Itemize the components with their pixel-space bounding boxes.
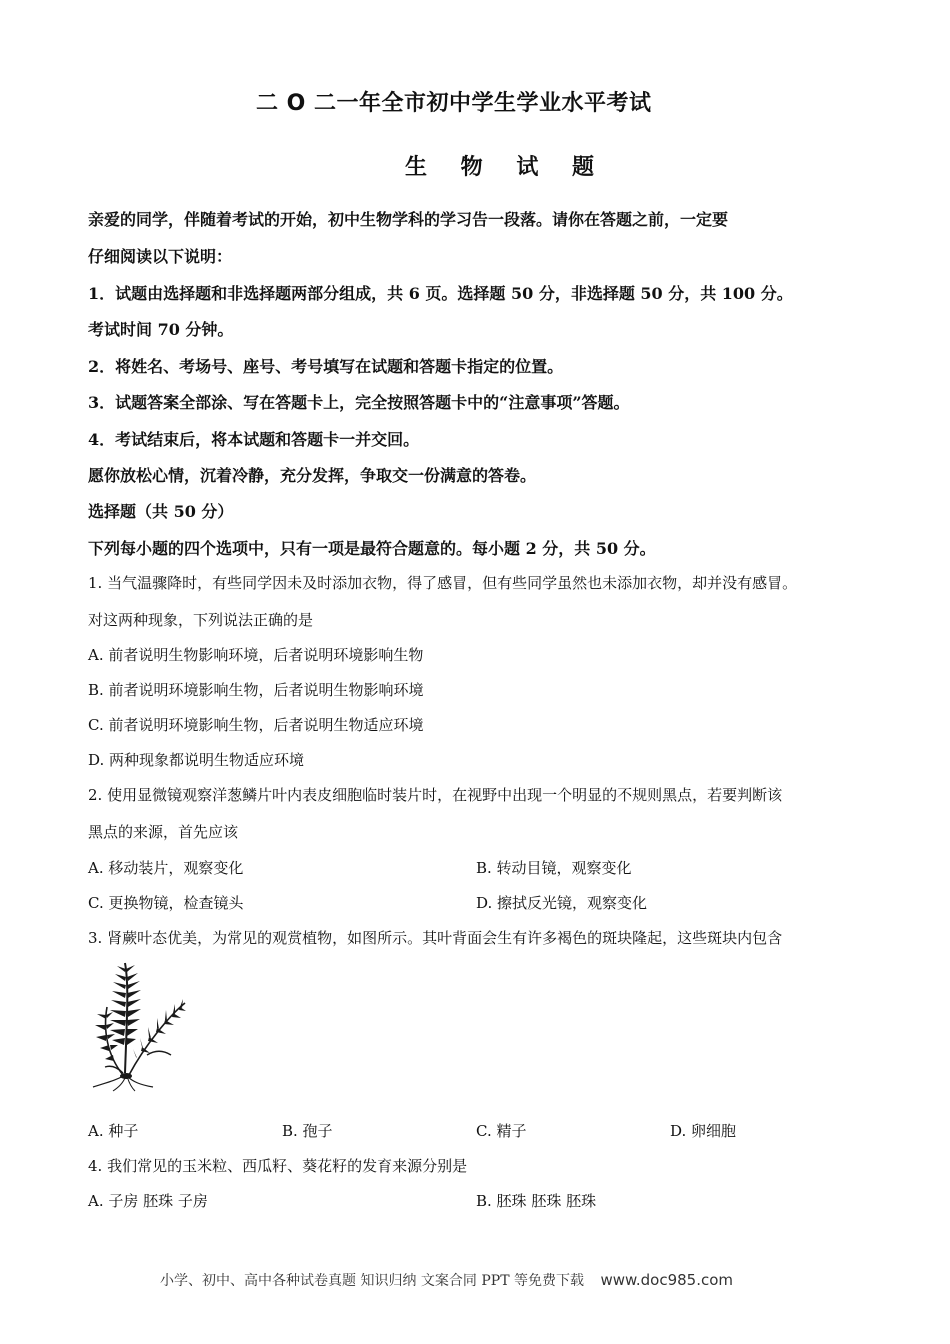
question-2-option-b: B. 转动目镜，观察变化 [476, 859, 632, 877]
question-2-stem-line-2: 黑点的来源，首先应该 [88, 823, 239, 841]
question-1-option-a: A. 前者说明生物影响环境，后者说明环境影响生物 [88, 646, 424, 664]
intro-line-1: 亲爱的同学，伴随着考试的开始，初中生物学科的学习告一段落。请你在答题之前，一定要 [88, 210, 729, 229]
question-2-option-d: D. 擦拭反光镜，观察变化 [476, 894, 648, 912]
question-3-option-d: D. 卵细胞 [670, 1122, 737, 1140]
question-2-stem-line-1: 2. 使用显微镜观察洋葱鳞片叶内表皮细胞临时装片时，在视野中出现一个明显的不规则黑点，若要判断该 [88, 786, 783, 804]
question-1-stem-line-1: 1. 当气温骤降时，有些同学因未及时添加衣物，得了感冒，但有些同学虽然也未添加衣物，却并没有感冒。 [88, 574, 798, 592]
footer-text: 小学、初中、高中各种试卷真题 知识归纳 文案合同 PPT 等免费下载 [160, 1273, 584, 1289]
question-3-option-a: A. 种子 [88, 1122, 139, 1140]
fern-image [85, 955, 200, 1095]
question-2-option-a: A. 移动装片，观察变化 [88, 859, 244, 877]
question-2-option-c: C. 更换物镜，检查镜头 [88, 894, 244, 912]
instruction-item-2: 2．将姓名、考场号、座号、考号填写在试题和答题卡指定的位置。 [88, 357, 564, 376]
footer-link[interactable]: www.doc985.com [600, 1271, 734, 1289]
section-note: 下列每小题的四个选项中，只有一项是最符合题意的。每小题 2 分，共 50 分。 [88, 539, 656, 558]
page-subtitle: 生 物 试 题 [405, 155, 607, 180]
question-1-option-b: B. 前者说明环境影响生物，后者说明生物影响环境 [88, 681, 424, 699]
question-1-stem-line-2: 对这两种现象，下列说法正确的是 [88, 611, 314, 629]
wish-line: 愿你放松心情，沉着冷静，充分发挥，争取交一份满意的答卷。 [88, 466, 537, 485]
intro-line-2: 仔细阅读以下说明： [88, 247, 233, 266]
question-4-option-b: B. 胚珠 胚珠 胚珠 [476, 1192, 597, 1210]
question-1-option-d: D. 两种现象都说明生物适应环境 [88, 751, 305, 769]
section-heading: 选择题（共 50 分） [88, 502, 234, 521]
page-title: 二 O 二一年全市初中学生学业水平考试 [256, 91, 652, 116]
instruction-item-1-line-1: 1．试题由选择题和非选择题两部分组成，共 6 页。选择题 50 分，非选择题 50 分，共 100 分。 [88, 284, 793, 303]
question-3-option-c: C. 精子 [476, 1122, 527, 1140]
instruction-item-1-line-2: 考试时间 70 分钟。 [88, 320, 234, 339]
question-4-option-a: A. 子房 胚珠 子房 [88, 1192, 208, 1210]
question-4-stem: 4. 我们常见的玉米粒、西瓜籽、葵花籽的发育来源分别是 [88, 1157, 468, 1175]
question-1-option-c: C. 前者说明环境影响生物，后者说明生物适应环境 [88, 716, 424, 734]
instruction-item-3: 3．试题答案全部涂、写在答题卡上，完全按照答题卡中的“注意事项”答题。 [88, 393, 630, 412]
question-3-stem: 3. 肾蕨叶态优美，为常见的观赏植物，如图所示。其叶背面会生有许多褐色的斑块隆起，这些斑块内包含 [88, 929, 783, 947]
question-3-option-b: B. 孢子 [282, 1122, 333, 1140]
instruction-item-4: 4．考试结束后，将本试题和答题卡一并交回。 [88, 430, 420, 449]
footer [160, 1270, 733, 1290]
